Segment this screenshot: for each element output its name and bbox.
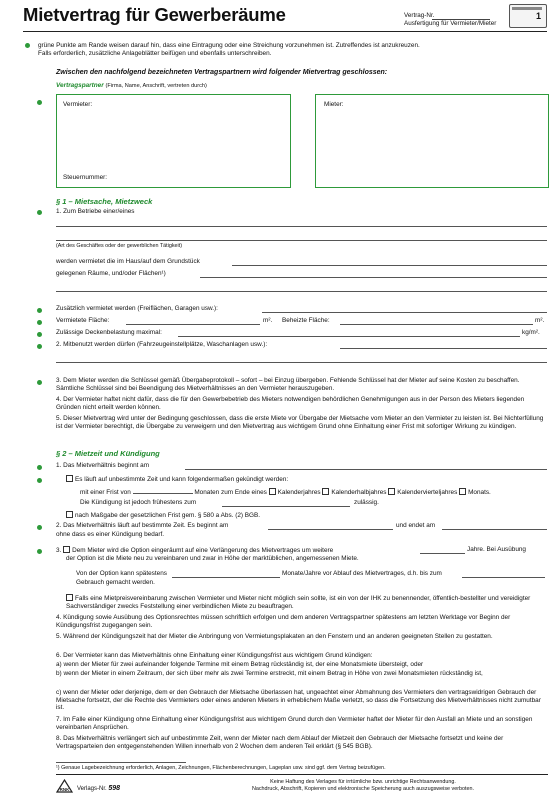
page-title: Mietvertrag für Gewerberäume [23, 4, 286, 25]
business-field[interactable] [56, 226, 547, 227]
parties-label-row [56, 82, 207, 91]
cal-year-checkbox[interactable] [269, 488, 276, 495]
contract-no-label: Vertrag-Nr. [404, 12, 435, 19]
option-deadline-field[interactable] [172, 577, 280, 578]
heated-unit: m². [535, 317, 545, 324]
expert-checkbox[interactable] [66, 594, 73, 601]
s2-p4: 4. Kündigung sowie Ausübung des Optionsrechtes müssen schriftlich erfolgen und dem anderen Vertragspartner spätestens am letzten Werktage vor Beginn der Kündigungsfrist zugegangen sein. [56, 614, 511, 629]
quarter-label: Kalendervierteljahres [397, 489, 458, 496]
tax-no-label: Steuernummer: [63, 174, 108, 181]
green-dot-icon [37, 332, 42, 337]
s2-p6b: b) wenn der Mieter in einem Zeitraum, der sich über mehr als zwei Termine erstreckt, mit einem Betrag in Höhe von zwei Monatsmieten rückständig ist, [56, 670, 483, 677]
footnote: ¹) Genaue Lagebezeichnung erforderlich, Anlagen, Zeichnungen, Flächenberechnungen, Lageplan usw. sind ggf. dem Vertrag beizufügen. [56, 765, 386, 771]
footnote-rule [56, 762, 186, 763]
section-2-title: § 2 – Mietzeit und Kündigung [56, 449, 160, 458]
header-rule [23, 31, 547, 32]
notice-a: mit einer Frist von [80, 489, 131, 496]
s2-p8: 8. Das Mietverhältnis verlängert sich auf unbestimmte Zeit, wenn der Mieter nach dem Ablauf der Mietzeit den Gebrauch der Mietsache fortsetzt und keine der Vertragsparteien den entgegenstehenden Willen innerhalb von 2 Wochen dem anderen Teil erklärt (§ 545 BGB). [56, 735, 504, 750]
area-label: Vermietete Fläche: [56, 317, 110, 324]
publisher-label: Verlags-Nr. [77, 786, 107, 792]
load-unit: kg/m². [522, 329, 540, 336]
fixed-start-field[interactable] [268, 529, 393, 530]
s2-allowed: zulässig. [354, 499, 379, 506]
s1-p4: 4. Der Vermieter haftet nicht dafür, dass die für den Gewerbebetrieb des Mieters notwendigen behördlichen Genehmigungen aus in der Person des Mieters liegenden Gründen nicht erteilt werden können. [56, 396, 525, 411]
intro-line-1: grüne Punkte am Rande weisen darauf hin, dass eine Eintragung oder eine Streichung vorzunehmen ist. Zutreffendes ist anzukreuzen. [38, 42, 420, 49]
heated-label: Beheizte Fläche: [282, 317, 330, 324]
s1-hint: (Art des Geschäftes oder der gewerblichen Tätigkeit) [56, 243, 183, 249]
green-dot-icon [37, 320, 42, 325]
s2-p5: 5. Während der Kündigungszeit hat der Mieter die Anbringung von Vermietungsplakaten an den Fenstern und an anderen geeigneten Stellen zu gestatten. [56, 633, 493, 640]
s2-earliest: Die Kündigung ist jedoch frühestens zum [80, 499, 197, 506]
extra-field[interactable] [262, 312, 547, 313]
premises-field[interactable] [200, 277, 547, 278]
shared-use-field-2[interactable] [56, 362, 547, 363]
heated-field[interactable] [340, 324, 533, 325]
business-field-2[interactable] [56, 240, 547, 241]
s2-ends: und endet am [396, 522, 436, 529]
liability-note [178, 779, 548, 792]
notice-row [80, 487, 491, 497]
publisher-no [77, 786, 120, 793]
tab-number: 1 [535, 11, 541, 21]
contract-no-field[interactable] [432, 19, 490, 20]
load-field[interactable] [178, 336, 520, 337]
s2-p2: 2. Das Mietverhältnis läuft auf bestimmte Zeit. Es beginnt am [56, 522, 229, 529]
s2-statutory-label: nach Maßgabe der gesetzlichen Frist gem. § 580 a Abs. (2) BGB. [75, 512, 261, 519]
intro-line-2: Falls erforderlich, zusätzliche Anlageblätter beifügen und ebenfalls unterschreiben. [38, 50, 272, 57]
shared-use-field[interactable] [340, 348, 547, 349]
premises-field-2[interactable] [56, 291, 547, 292]
green-dot-icon [37, 465, 42, 470]
s1-p5: 5. Dieser Mietvertrag wird unter der Bedingung geschlossen, dass die erste Miete vor Übergabe der Mietsache vom Mieter an den Vermieter zu leisten ist. Bei Nichterfüllung ist der Vermieter berechtigt, die Übergabe zu verweigern und den Mietvertrag aus wichtigem Grund ohne Einhaltung einer Frist mit sofortiger Wirkung zu kündigen. [56, 415, 544, 430]
s2-opt1-label: Es läuft auf unbestimmte Zeit und kann folgendermaßen gekündigt werden: [75, 476, 289, 483]
landlord-label: Vermieter: [63, 101, 93, 108]
landlord-box[interactable] [56, 94, 291, 188]
s1-p3: 3. Dem Mieter werden die Schlüssel gemäß Übergabeprotokoll – sofort – bei Einzug übergeben. Fehlende Schlüssel hat der Mieter auf seine Kosten zu beschaffen. Sämtliche Schlüssel sind bei Beendigung des Mietverhältnisses an den Vermieter herauszugeben. [56, 377, 520, 392]
s2-statutory [66, 511, 260, 520]
parties-heading: Zwischen den nachfolgend bezeichneten Vertragspartnern wird folgender Mietvertrag geschlossen: [56, 69, 388, 76]
cal-year-label: Kalenderjahres [277, 489, 321, 496]
green-dot-icon [37, 100, 42, 105]
s2-p3years: Jahre. Bei Ausübung [467, 546, 526, 553]
s2-p3f-row [66, 594, 548, 610]
option-years-field[interactable] [420, 553, 465, 554]
logo-text: RNK [59, 787, 70, 792]
green-dot-icon [37, 478, 42, 483]
copy-label: Ausfertigung für Vermieter/Mieter [404, 19, 497, 27]
tenant-box[interactable] [315, 94, 549, 188]
option-date-field[interactable] [462, 577, 545, 578]
copyright-text: Nachdruck, Abschrift, Kopieren und elektronische Speicherung auch auszugsweise verboten. [251, 785, 475, 792]
s2-p3-row: 3. Dem Mieter wird die Option eingeräumt auf eine Verlängerung des Mietvertrages um weitere [56, 547, 334, 554]
parties-label: Vertragspartner [56, 82, 104, 89]
green-dot-icon [37, 344, 42, 349]
month-label: Monats. [468, 489, 491, 496]
green-dot-icon [37, 525, 42, 530]
publisher-logo-icon [56, 779, 73, 793]
s2-p2b: ohne dass es einer Kündigung bedarf. [56, 531, 165, 538]
s1-p1: 1. Zum Betriebe einer/eines [56, 208, 135, 215]
s2-p6c: c) wenn der Mieter oder derjenige, dem er den Gebrauch der Mietsache überlassen hat, ungeachtet einer Abmahnung des Vermieters den vertragswidrigen Gebrauch der Mietsache fortsetzt, der die Rechte des Vermieters oder eines anderen Mieters in erheblichem Maße verletzt, so dass die Fortsetzung des Mietverhältnisses nicht zumutbar ist. [56, 689, 541, 712]
s2-p3a: Dem Mieter wird die Option eingeräumt auf eine Verlängerung des Mietvertrages um weitere [72, 547, 334, 554]
notice-b: Monaten zum Ende eines [194, 489, 267, 496]
green-dot-icon [37, 308, 42, 313]
s2-p3e: Gebrauch gemacht werden. [76, 579, 155, 586]
page-tab [509, 4, 547, 28]
start-date-field[interactable] [185, 469, 547, 470]
quarter-checkbox[interactable] [388, 488, 395, 495]
s2-p6: 6. Der Vermieter kann das Mietverhältnis ohne Einhaltung einer Kündigungsfrist aus wichtigem Grund kündigen: [56, 652, 373, 659]
tab-bar-icon [512, 7, 542, 10]
green-dot-icon [25, 43, 30, 48]
s2-p3b: der Option ist die Miete neu zu vereinbaren und zwar in Höhe der marktüblichen, angemessenen Miete. [66, 555, 359, 562]
month-checkbox[interactable] [459, 488, 466, 495]
green-dot-icon [37, 380, 42, 385]
s2-p3f: Falls eine Mietpreisvereinbarung zwischen Vermieter und Mieter nicht möglich sein sollte, ist ein von der IHK zu benennender, öffentlich-bestellter und vereidigter Sachverständiger zwecks Feststellung einer verbindlichen Miete zu beauftragen. [66, 595, 531, 610]
section-1-title: § 1 – Mietsache, Mietzweck [56, 197, 153, 206]
half-year-checkbox[interactable] [322, 488, 329, 495]
half-year-label: Kalenderhalbjahres [331, 489, 387, 496]
s2-p3d: Monate/Jahre vor Ablauf des Mietvertrages, d.h. bis zum [282, 570, 442, 577]
tenant-label: Mieter: [324, 101, 344, 108]
s2-p1: 1. Das Mietverhältnis beginnt am [56, 462, 150, 469]
address-field[interactable] [232, 265, 547, 266]
fixed-end-field[interactable] [442, 529, 547, 530]
indefinite-checkbox[interactable] [66, 475, 73, 482]
option-checkbox[interactable] [63, 546, 70, 553]
earliest-field[interactable] [222, 506, 350, 507]
load-label: Zulässige Deckenbelastung maximal: [56, 329, 162, 336]
liability-text: Keine Haftung des Verlages für irrtümliche bzw. unrichtige Rechtsanwendung. [270, 779, 456, 785]
s2-p7: 7. Im Falle einer Kündigung ohne Einhaltung einer Kündigungsfrist aus wichtigem Grund durch den Vermieter haftet der Mieter für den Ausfall an Miete und an sonstigen vereinbarten Ansprüchen. [56, 716, 533, 731]
s1-l2: gelegenen Räume, und/oder Flächen¹) [56, 270, 166, 277]
s2-p3c: Von der Option kann spätestens [76, 570, 167, 577]
statutory-checkbox[interactable] [66, 511, 73, 518]
publisher-number: 598 [108, 785, 121, 792]
footer-rule [56, 774, 548, 775]
green-dot-icon [37, 549, 42, 554]
green-dot-icon [37, 210, 42, 215]
s1-l1: werden vermietet die im Haus/auf dem Grundstück [56, 258, 200, 265]
s1-extra: Zusätzlich vermietet werden (Freiflächen, Garagen usw.): [56, 305, 218, 312]
notice-field[interactable] [133, 487, 193, 494]
area-unit: m². [263, 317, 273, 324]
parties-hint: (Firma, Name, Anschrift, vertreten durch) [105, 83, 207, 89]
s1-p2: 2. Mitbenutzt werden dürfen (Fahrzeugeinstellplätze, Waschanlagen usw.): [56, 341, 268, 348]
area-field[interactable] [126, 324, 260, 325]
s2-p6a: a) wenn der Mieter für zwei aufeinander folgende Termine mit einem Betrag rückständig ist, der eine Monatsmiete übersteigt, oder [56, 661, 424, 668]
s2-opt1 [66, 475, 288, 484]
